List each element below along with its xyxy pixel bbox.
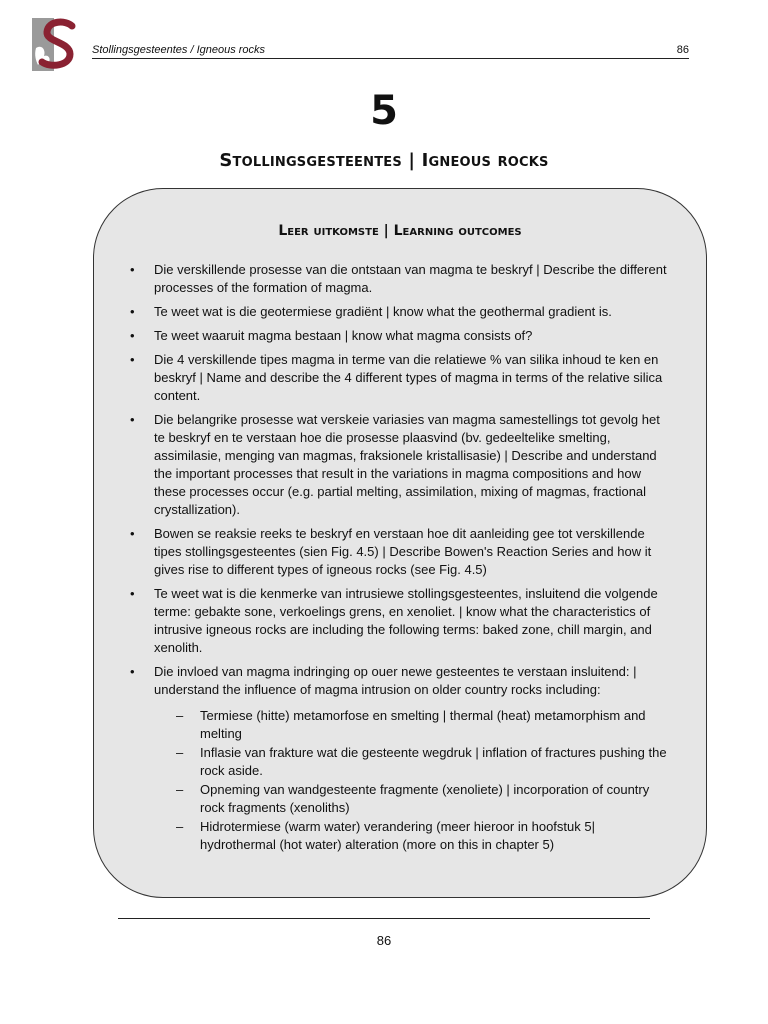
header-page-number: 86 <box>676 44 689 56</box>
sub-outcome-text: Inflasie van frakture wat die gesteente wegdruk | inflation of fractures pushing the rock aside. <box>200 745 667 778</box>
sub-outcome-text: Opneming van wandgesteente fragmente (xenoliete) | incorporation of country rock fragments (xenoliths) <box>200 782 650 815</box>
dash-icon: – <box>176 782 184 797</box>
learning-outcomes-title: Leer uitkomste | Learning outcomes <box>278 223 522 239</box>
outcome-item <box>130 411 670 519</box>
outcome-item <box>130 327 670 345</box>
bullet-icon: • <box>130 304 135 319</box>
outcome-text: Bowen se reaksie reeks te beskryf en verstaan hoe dit aanleiding gee tot verskillende tipes stollingsgesteentes (sien Fig. 4.5) | Describe Bowen's Reaction Series and how it gives rise to different types of igneous rocks (see Fig. 4.5) <box>154 526 652 577</box>
outcome-text: Die belangrike prosesse wat verskeie variasies van magma samestellings tot gevolg het te beskryf en te verstaan hoe die prosesse plaasvind (bv. gedeeltelike smelting, assimilasie, menging van magmas, fraksionele kristallisasie) | Describe and understand the important processes that result in the variations in magma compositions and how these processes occur (e.g. partial melting, assimilation, mixing of magmas, fractional crystallization). <box>154 412 660 517</box>
bullet-icon: • <box>130 262 135 277</box>
sub-outcome-text: Termiese (hitte) metamorfose en smelting | thermal (heat) metamorphism and melting <box>200 708 646 741</box>
outcome-text: Die 4 verskillende tipes magma in terme van die relatiewe % van silika inhoud te ken en beskryf | Name and describe the 4 different types of magma in terms of the relative silica content. <box>154 352 663 403</box>
outcome-item <box>130 663 670 854</box>
chapter-number: 5 <box>370 88 398 134</box>
sub-outcomes-list <box>154 707 670 854</box>
dash-icon: – <box>176 819 184 834</box>
outcome-text: Die invloed van magma indringing op ouer newe gesteentes te verstaan insluitend: | understand the influence of magma intrusion on older country rocks including: <box>154 664 637 697</box>
sub-outcome-item <box>154 818 670 854</box>
outcome-text: Te weet wat is die geotermiese gradiënt | know what the geothermal gradient is. <box>154 304 612 319</box>
footer-page-number: 86 <box>376 933 392 948</box>
outcome-item <box>130 525 670 579</box>
outcome-item <box>130 303 670 321</box>
bullet-icon: • <box>130 412 135 427</box>
outcome-text: Te weet waaruit magma bestaan | know what magma consists of? <box>154 328 533 343</box>
sub-outcome-item <box>154 781 670 817</box>
bullet-icon: • <box>130 328 135 343</box>
outcome-item <box>130 261 670 297</box>
outcomes-list <box>130 261 670 860</box>
outcome-text: Te weet wat is die kenmerke van intrusiewe stollingsgesteentes, insluitend die volgende terme: gebakte sone, verkoelings grens, en xenoliet. | know what the characteristics of intrusive igneous rocks are including the following terms: baked zone, chill margin, and xenolith. <box>154 586 658 655</box>
running-title: Stollingsgesteentes / Igneous rocks <box>92 44 266 56</box>
sub-outcome-text: Hidrotermiese (warm water) verandering (meer hieroor in hoofstuk 5| hydrothermal (hot water) alteration (more on this in chapter 5) <box>200 819 595 852</box>
outcome-text: Die verskillende prosesse van die ontstaan van magma te beskryf | Describe the different processes of the formation of magma. <box>154 262 667 295</box>
bullet-icon: • <box>130 526 135 541</box>
sub-outcome-item <box>154 707 670 743</box>
bullet-icon: • <box>130 586 135 601</box>
dash-icon: – <box>176 708 184 723</box>
learning-outcomes-box <box>93 188 707 898</box>
dash-icon: – <box>176 745 184 760</box>
bullet-icon: • <box>130 352 135 367</box>
chapter-title: Stollingsgesteentes | Igneous rocks <box>219 150 549 171</box>
outcome-item <box>130 351 670 405</box>
university-logo <box>32 18 80 71</box>
footer-rule <box>118 918 650 919</box>
outcome-item <box>130 585 670 657</box>
bullet-icon: • <box>130 664 135 679</box>
sub-outcome-item <box>154 744 670 780</box>
